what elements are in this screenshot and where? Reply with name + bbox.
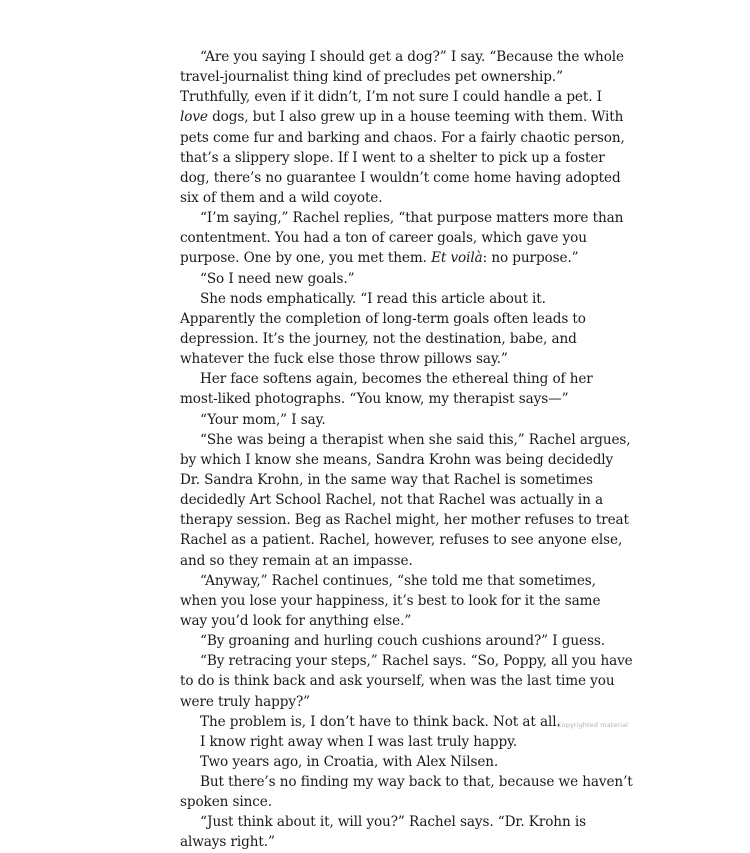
text-run: “So I need new goals.” [200, 270, 355, 287]
text-line [180, 510, 629, 530]
text-run: travel-journalist thing kind of precludes pet ownership.” [180, 69, 563, 86]
text-run: were truly happy?” [180, 693, 310, 710]
text-run: six of them and a wild coyote. [180, 189, 383, 206]
italic-text: love [180, 109, 208, 126]
text-line [180, 812, 586, 832]
text-run: But there’s no finding my way back to that, because we haven’t [200, 774, 633, 791]
text-line [180, 309, 586, 329]
text-run: therapy session. Beg as Rachel might, her mother refuses to treat [180, 512, 629, 529]
text-line [180, 611, 580, 631]
copyright-watermark: Copyrighted material [557, 721, 629, 729]
text-run: to do is think back and ask yourself, when was the last time you [180, 673, 615, 690]
text-run: She nods emphatically. “I read this article about it. [200, 290, 546, 307]
text-line [180, 772, 633, 792]
text-run: “Your mom,” I say. [200, 411, 326, 428]
text-line [180, 551, 580, 571]
text-run: dogs, but I also grew up in a house teeming with them. With [207, 109, 624, 126]
text-run: “By retracing your steps,” Rachel says. “So, Poppy, all you have [200, 653, 633, 670]
text-line [180, 188, 580, 208]
text-line [180, 651, 633, 671]
text-run: : no purpose.” [482, 250, 579, 267]
text-line [180, 430, 631, 450]
text-line [180, 107, 624, 127]
text-line [180, 571, 596, 591]
text-run: “She was being a therapist when she said this,” Rachel argues, [200, 431, 631, 448]
text-line [180, 530, 623, 550]
text-line [180, 369, 593, 389]
text-line [180, 832, 580, 852]
text-run: Two years ago, in Croatia, with Alex Nilsen. [200, 753, 499, 770]
text-line [180, 410, 580, 430]
text-line [180, 47, 624, 67]
text-run: way you’d look for anything else.” [180, 612, 412, 629]
text-run: Dr. Sandra Krohn, in the same way that Rachel is sometimes [180, 471, 593, 488]
text-line [180, 692, 580, 712]
text-line [180, 208, 624, 228]
text-line [180, 490, 604, 510]
text-line [180, 228, 587, 248]
text-run: dog, there’s no guarantee I wouldn’t come home having adopted [180, 169, 621, 186]
text-line [180, 148, 605, 168]
text-run: whatever the fuck else those throw pillows say.” [180, 351, 508, 368]
text-run: I know right away when I was last truly happy. [200, 733, 518, 750]
text-line [180, 128, 625, 148]
text-run: when you lose your happiness, it’s best to look for it the same [180, 592, 601, 609]
text-line [180, 792, 580, 812]
text-line [180, 248, 580, 268]
text-run: Rachel as a patient. Rachel, however, refuses to see anyone else, [180, 532, 623, 549]
text-run: decidedly Art School Rachel, not that Rachel was actually in a [180, 492, 604, 509]
text-line [180, 329, 580, 349]
text-line [180, 671, 615, 691]
text-line [180, 87, 602, 107]
text-run: that’s a slippery slope. If I went to a shelter to pick up a foster [180, 149, 605, 166]
text-line [180, 752, 580, 772]
text-run: contentment. You had a ton of career goals, which gave you [180, 230, 587, 247]
text-run: and so they remain at an impasse. [180, 552, 413, 569]
text-run: depression. It’s the journey, not the destination, babe, and [180, 330, 577, 347]
text-line [180, 389, 580, 409]
text-line [180, 712, 580, 732]
text-line [180, 269, 580, 289]
text-run: most-liked photographs. “You know, my therapist says—” [180, 391, 569, 408]
text-run: purpose. One by one, you met them. [180, 250, 432, 267]
text-line [180, 67, 580, 87]
text-run: spoken since. [180, 794, 272, 811]
text-line [180, 591, 601, 611]
text-line [180, 289, 580, 309]
text-line [180, 349, 580, 369]
text-run: always right.” [180, 834, 275, 851]
text-run: Truthfully, even if it didn’t, I’m not sure I could handle a pet. I [180, 89, 602, 106]
text-run: The problem is, I don’t have to think back. Not at all. [200, 713, 561, 730]
text-line [180, 470, 593, 490]
text-run: Apparently the completion of long-term goals often leads to [180, 310, 586, 327]
text-run: pets come fur and barking and chaos. For a fairly chaotic person, [180, 129, 625, 146]
text-run: “Anyway,” Rachel continues, “she told me that sometimes, [200, 572, 596, 589]
text-run: by which I know she means, Sandra Krohn was being decidedly [180, 451, 614, 468]
text-line [180, 168, 621, 188]
text-run: “By groaning and hurling couch cushions around?” I guess. [200, 633, 605, 650]
text-run: “Just think about it, will you?” Rachel says. “Dr. Krohn is [200, 814, 586, 831]
text-run: Her face softens again, becomes the ethereal thing of her [200, 371, 593, 388]
text-run: “Are you saying I should get a dog?” I say. “Because the whole [200, 49, 624, 65]
text-run: “I’m saying,” Rachel replies, “that purpose matters more than [200, 210, 624, 227]
text-line [180, 732, 580, 752]
italic-text: Et voilà [431, 250, 483, 267]
text-line [180, 450, 614, 470]
text-line [180, 631, 605, 651]
